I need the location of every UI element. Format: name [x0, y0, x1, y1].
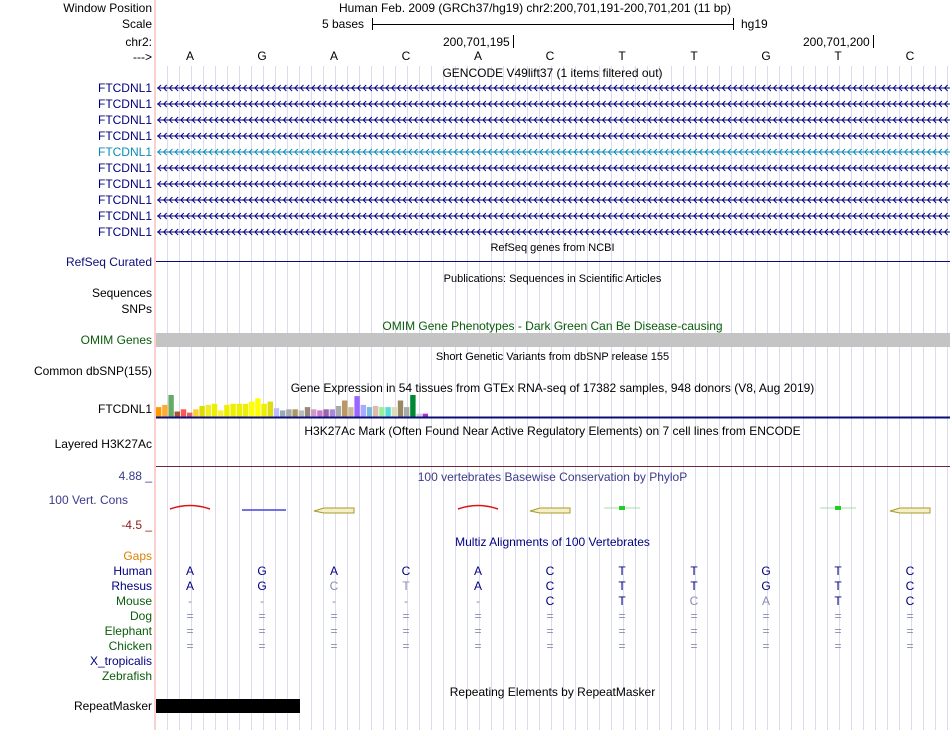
- gtex-tissue-bar: [237, 404, 242, 417]
- base-letter: C: [545, 49, 555, 63]
- gtex-tissue-bar: [199, 406, 204, 417]
- conservation-mark: [458, 506, 498, 510]
- multiz-base: =: [618, 639, 626, 653]
- repeatmasker-track-title: Repeating Elements by RepeatMasker: [449, 685, 656, 699]
- multiz-base: A: [185, 564, 194, 578]
- gtex-tissue-bar: [305, 407, 310, 417]
- multiz-base: T: [834, 594, 842, 608]
- gtex-tissue-bar: [268, 402, 273, 417]
- gtex-tissue-bar: [292, 409, 297, 417]
- conservation-mark: [314, 508, 354, 513]
- omim-track-label[interactable]: OMIM Genes: [80, 333, 152, 347]
- gtex-tissue-bar: [187, 413, 192, 417]
- publications-track-title: Publications: Sequences in Scientific Articles: [443, 273, 662, 285]
- gtex-tissue-bar: [342, 401, 347, 418]
- conservation-max-label: 4.88 _: [118, 469, 152, 483]
- omim-gene-bar[interactable]: [156, 333, 950, 347]
- conservation-mark: [835, 506, 841, 510]
- multiz-base: A: [329, 564, 338, 578]
- window-position-label: Window Position: [63, 1, 152, 15]
- gtex-tissue-bar: [317, 410, 322, 417]
- multiz-base: T: [618, 579, 626, 593]
- multiz-base: =: [618, 624, 626, 638]
- multiz-species-label[interactable]: Mouse: [115, 594, 152, 608]
- conservation-mark: [170, 506, 210, 510]
- base-letter: T: [690, 49, 698, 63]
- gtex-tissue-bar: [168, 395, 173, 417]
- multiz-base: =: [258, 624, 266, 638]
- multiz-species-label[interactable]: Elephant: [104, 624, 152, 638]
- gtex-track-label[interactable]: FTCDNL1: [97, 402, 152, 416]
- multiz-base: C: [545, 594, 555, 608]
- scale-bar-text: 5 bases: [322, 17, 365, 31]
- gencode-transcript-line[interactable]: [156, 178, 950, 190]
- multiz-base: C: [905, 564, 915, 578]
- gencode-track-title: GENCODE V49lift37 (1 items filtered out): [442, 66, 663, 80]
- gtex-tissue-bar: [181, 409, 186, 417]
- multiz-base: T: [618, 594, 626, 608]
- multiz-base: =: [546, 639, 554, 653]
- multiz-base: =: [546, 609, 554, 623]
- gtex-tissue-bar: [261, 404, 266, 417]
- multiz-base: A: [473, 579, 482, 593]
- h3k27ac-baseline: [156, 466, 950, 467]
- multiz-base: A: [473, 564, 482, 578]
- multiz-base: =: [834, 639, 842, 653]
- multiz-species-label[interactable]: Dog: [129, 609, 152, 623]
- multiz-base: -: [404, 594, 408, 608]
- base-letter: T: [618, 49, 626, 63]
- gencode-transcript-line[interactable]: [156, 194, 950, 206]
- gtex-tissue-bar: [299, 410, 304, 417]
- gtex-tissue-bar: [361, 405, 366, 417]
- multiz-base: =: [186, 609, 194, 623]
- gencode-transcript-line[interactable]: [156, 114, 950, 126]
- gencode-transcript-line[interactable]: [156, 98, 950, 110]
- multiz-base: A: [185, 579, 194, 593]
- refseq-track-title: RefSeq genes from NCBI: [490, 242, 615, 254]
- multiz-base: T: [618, 564, 626, 578]
- gtex-tissue-bar: [274, 408, 279, 417]
- gtex-tissue-bar: [193, 409, 198, 417]
- gtex-tissue-bar: [243, 404, 248, 417]
- multiz-base: =: [258, 639, 266, 653]
- multiz-base: G: [257, 564, 267, 578]
- gtex-track-title: Gene Expression in 54 tissues from GTEx RNA-seq of 17382 samples, 948 donors (V8, Aug 2019): [290, 381, 815, 395]
- gencode-transcript-line[interactable]: [156, 162, 950, 174]
- multiz-base: =: [762, 639, 770, 653]
- conservation-graph[interactable]: [156, 498, 950, 518]
- assembly-position-text: Human Feb. 2009 (GRCh37/hg19) chr2:200,701,191-200,701,201 (11 bp): [339, 1, 732, 15]
- multiz-base: =: [906, 639, 914, 653]
- multiz-gaps-label[interactable]: Gaps: [123, 549, 152, 563]
- base-letter: A: [185, 49, 194, 63]
- multiz-species-label[interactable]: Human: [113, 564, 152, 578]
- strand-direction-label[interactable]: --->: [133, 50, 152, 64]
- gtex-tissue-bar: [323, 409, 328, 417]
- gtex-expression-bars[interactable]: [156, 395, 950, 420]
- base-letter: C: [905, 49, 915, 63]
- multiz-base: -: [188, 594, 192, 608]
- gtex-tissue-bar: [367, 407, 372, 417]
- gencode-transcript-label[interactable]: FTCDNL1: [97, 225, 152, 239]
- gtex-tissue-bar: [354, 396, 359, 417]
- multiz-base: -: [332, 594, 336, 608]
- scale-label: Scale: [121, 17, 152, 31]
- multiz-base: C: [329, 579, 339, 593]
- gtex-tissue-bar: [286, 409, 291, 417]
- coordinate-right: 200,701,200: [803, 35, 874, 49]
- base-letter: C: [401, 49, 411, 63]
- base-letter: A: [473, 49, 482, 63]
- multiz-base: =: [186, 639, 194, 653]
- conservation-track-label[interactable]: 100 Vert. Cons: [48, 493, 128, 507]
- gtex-tissue-bar: [255, 398, 260, 417]
- multiz-base: C: [905, 594, 915, 608]
- h3k27ac-track-label[interactable]: Layered H3K27Ac: [54, 437, 152, 451]
- gtex-tissue-bar: [311, 409, 316, 417]
- gtex-tissue-bar: [410, 395, 415, 417]
- gtex-tissue-bar: [206, 405, 211, 417]
- conservation-min-label: -4.5 _: [121, 518, 152, 532]
- gencode-transcript-label[interactable]: FTCDNL1: [97, 209, 152, 223]
- base-letter: A: [329, 49, 338, 63]
- conservation-mark: [890, 508, 930, 513]
- gtex-tissue-bar: [348, 407, 353, 417]
- gtex-tissue-bar: [385, 407, 390, 417]
- multiz-base: =: [330, 609, 338, 623]
- chromosome-label: chr2:: [125, 35, 152, 49]
- gtex-tissue-bar: [398, 401, 403, 418]
- multiz-base: C: [401, 564, 411, 578]
- multiz-base: G: [257, 579, 267, 593]
- gencode-transcript-line[interactable]: [156, 146, 950, 158]
- omim-track-title: OMIM Gene Phenotypes - Dark Green Can Be Disease-causing: [382, 319, 723, 333]
- multiz-base: C: [689, 594, 699, 608]
- multiz-base: =: [474, 609, 482, 623]
- multiz-base: -: [260, 594, 264, 608]
- gtex-tissue-bar: [218, 410, 223, 417]
- multiz-base: =: [834, 624, 842, 638]
- gencode-transcript-label[interactable]: FTCDNL1: [97, 81, 152, 95]
- multiz-base: =: [474, 624, 482, 638]
- multiz-base: T: [690, 579, 698, 593]
- gtex-tissue-bar: [330, 409, 335, 417]
- multiz-base: =: [546, 624, 554, 638]
- multiz-base: =: [330, 624, 338, 638]
- multiz-base: =: [186, 624, 194, 638]
- dbsnp-track-title: Short Genetic Variants from dbSNP release 155: [435, 351, 670, 363]
- gencode-transcript-line[interactable]: [156, 210, 950, 222]
- gencode-transcript-label[interactable]: FTCDNL1: [97, 113, 152, 127]
- gtex-tissue-bar: [175, 412, 180, 418]
- multiz-species-label[interactable]: X_tropicalis: [89, 654, 152, 668]
- multiz-base: =: [906, 609, 914, 623]
- multiz-base: T: [834, 579, 842, 593]
- multiz-base: -: [476, 594, 480, 608]
- gencode-transcript-line[interactable]: [156, 130, 950, 142]
- gtex-tissue-bar: [336, 406, 341, 417]
- gtex-tissue-bar: [379, 407, 384, 417]
- gtex-tissue-bar: [373, 406, 378, 417]
- conservation-mark: [619, 506, 625, 510]
- multiz-base: T: [402, 579, 410, 593]
- gtex-tissue-bar: [404, 407, 409, 417]
- publications-snps-label[interactable]: SNPs: [121, 302, 152, 316]
- gencode-transcript-label[interactable]: FTCDNL1: [97, 129, 152, 143]
- multiz-species-label[interactable]: Rhesus: [111, 579, 152, 593]
- gtex-tissue-bar: [280, 410, 285, 417]
- gtex-tissue-bar: [230, 404, 235, 417]
- multiz-base: T: [834, 564, 842, 578]
- base-letter: G: [761, 49, 771, 63]
- multiz-base: =: [762, 609, 770, 623]
- gtex-tissue-bar: [162, 405, 167, 417]
- multiz-base: C: [545, 564, 555, 578]
- refseq-gene-line[interactable]: [156, 261, 950, 262]
- repeatmasker-track-label[interactable]: RepeatMasker: [73, 699, 152, 713]
- base-letter: T: [834, 49, 842, 63]
- multiz-base: T: [690, 564, 698, 578]
- multiz-base: =: [402, 639, 410, 653]
- multiz-species-label[interactable]: Chicken: [108, 639, 152, 653]
- gtex-tissue-bar: [156, 407, 161, 417]
- multiz-base: =: [402, 609, 410, 623]
- gencode-transcript-label[interactable]: FTCDNL1: [97, 97, 152, 111]
- multiz-base: G: [761, 564, 771, 578]
- multiz-base: =: [618, 609, 626, 623]
- gtex-tissue-bar: [212, 404, 217, 417]
- gencode-transcript-label[interactable]: FTCDNL1: [97, 145, 152, 159]
- gtex-tissue-bar: [392, 407, 397, 417]
- multiz-base: =: [474, 639, 482, 653]
- multiz-base: =: [258, 609, 266, 623]
- multiz-base: G: [761, 579, 771, 593]
- scale-bar: [372, 17, 734, 31]
- multiz-base: =: [690, 624, 698, 638]
- gtex-tissue-bar: [249, 402, 254, 417]
- multiz-base: A: [761, 594, 770, 608]
- conservation-track-title: 100 vertebrates Basewise Conservation by PhyloP: [417, 470, 688, 484]
- gencode-transcript-line[interactable]: [156, 82, 950, 94]
- conservation-mark: [530, 508, 570, 513]
- multiz-base: =: [330, 639, 338, 653]
- dbsnp-track-label[interactable]: Common dbSNP(155): [33, 364, 152, 378]
- publications-sequences-label[interactable]: Sequences: [91, 286, 152, 300]
- gencode-transcript-line[interactable]: [156, 226, 950, 238]
- scale-db: hg19: [741, 17, 768, 31]
- multiz-base: C: [545, 579, 555, 593]
- base-letter: G: [257, 49, 267, 63]
- multiz-base: =: [402, 624, 410, 638]
- multiz-base: =: [762, 624, 770, 638]
- multiz-base: =: [690, 609, 698, 623]
- multiz-track-title: Multiz Alignments of 100 Vertebrates: [455, 535, 650, 549]
- multiz-base: C: [905, 579, 915, 593]
- h3k27ac-track-title: H3K27Ac Mark (Often Found Near Active Regulatory Elements) on 7 cell lines from ENCODE: [304, 424, 801, 438]
- coordinate-left: 200,701,195: [443, 35, 514, 49]
- refseq-track-label[interactable]: RefSeq Curated: [65, 255, 152, 269]
- gtex-tissue-bar: [224, 405, 229, 417]
- repeatmasker-element[interactable]: [156, 699, 300, 713]
- multiz-base: =: [690, 639, 698, 653]
- multiz-species-label[interactable]: Zebrafish: [101, 669, 152, 683]
- multiz-base: =: [906, 624, 914, 638]
- multiz-base: =: [834, 609, 842, 623]
- gencode-transcript-label[interactable]: FTCDNL1: [97, 193, 152, 207]
- gencode-transcript-label[interactable]: FTCDNL1: [97, 177, 152, 191]
- gencode-transcript-label[interactable]: FTCDNL1: [97, 161, 152, 175]
